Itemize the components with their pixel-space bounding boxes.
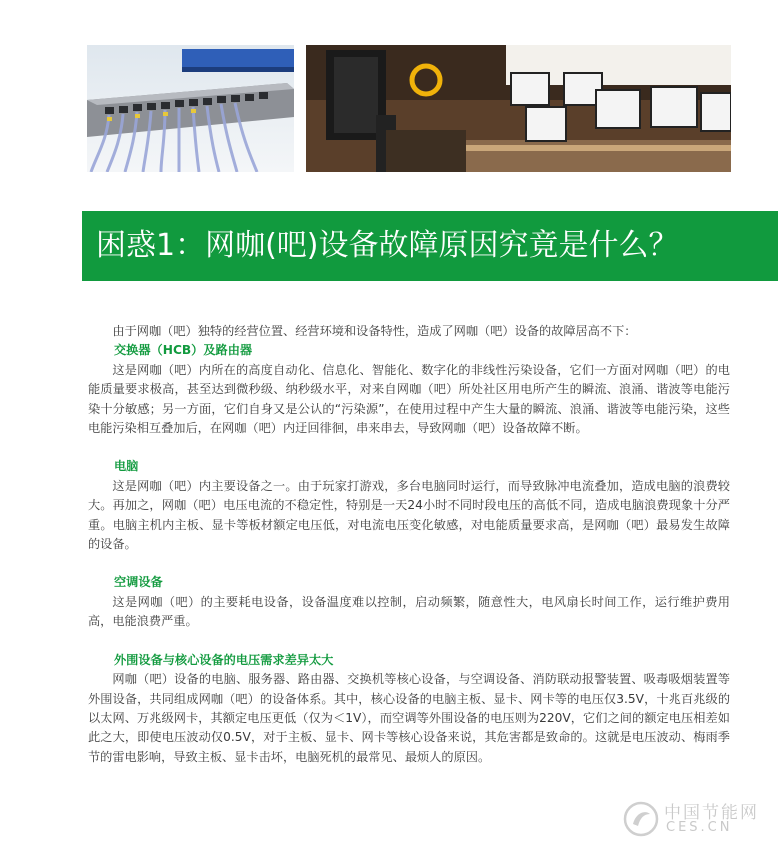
section-heading-air-conditioning: 空调设备 [114,575,163,590]
intro-paragraph: 由于网咖（吧）独特的经营位置、经营环境和设备特性，造成了网咖（吧）设备的故障居高不下： [112,324,637,338]
watermark-cn-text: 中国节能网 [664,803,759,823]
section-heading-computer: 电脑 [114,459,139,474]
section-body-voltage-difference: 网咖（吧）设备的电脑、服务器、路由器、交换机等核心设备，与空调设备、消防联动报警装置、吸毒吸烟装置等外围设备，共同组成网咖（吧）的设备体系。其中，核心设备的电脑主板、显卡、网卡等的电压仅3.5V，十兆百兆级的以太网、万兆级网卡，其额定电压更低（仅为＜1V），而空调等外围设备的电压则为220V，它们之间的额定电压相差如此之大，即使电压波动仅0.5V，对于主板、显卡、网卡等核心设备来说，其危害都是致命的。这就是电压波动、梅雨季节的雷电影响，导致主板、显卡击坏，电脑死机的最常见、最烦人的原因。 [88,672,730,764]
section-body-switch-router: 这是网咖（吧）内所在的高度自动化、信息化、智能化、数字化的非线性污染设备，它们一方面对网咖（吧）的电能质量要求极高，甚至达到微秒级、纳秒级水平，对来自网咖（吧）所处社区用电所产生的瞬流、浪涌、谐波等电能污染十分敏感；另一方面，它们自身又是公认的“污染源”，在使用过程中产生大量的瞬流、浪涌、谐波等电能污染，这些电能污染相互叠加后，在网咖（吧）内迂回徘徊，串来串去，导致网咖（吧）设备故障不断。 [88,362,730,436]
internet-cafe-photo [306,45,731,172]
watermark-logo-icon [622,800,660,838]
article-body [88,322,730,767]
page-title-banner: 困惑1：网咖(吧)设备故障原因究竟是什么？ [82,211,778,281]
site-watermark [622,796,772,842]
section-body-computer: 这是网咖（吧）内主要设备之一。由于玩家打游戏，多台电脑同时运行，而导致脉冲电流叠加，造成电脑的浪费较大。再加之，网咖（吧）电压电流的不稳定性，特别是一天24小时不同时段电压的高低不同，造成电脑浪费现象十分严重。电脑主机内主板、显卡等板材额定电压低，对电流电压变化敏感，对电能质量要求高，是网咖（吧）最易发生故障的设备。 [88,478,730,552]
watermark-en-text: CES.CN [666,820,733,835]
section-body-air-conditioning: 这是网咖（吧）的主要耗电设备，设备温度难以控制，启动频繁，随意性大，电风扇长时间工作，运行维护费用高，电能浪费严重。 [88,594,730,629]
section-heading-voltage-difference: 外围设备与核心设备的电压需求差异太大 [114,652,334,667]
section-heading-switch-router: 交换器（HCB）及路由器 [114,343,253,358]
network-switch-photo [87,45,294,172]
